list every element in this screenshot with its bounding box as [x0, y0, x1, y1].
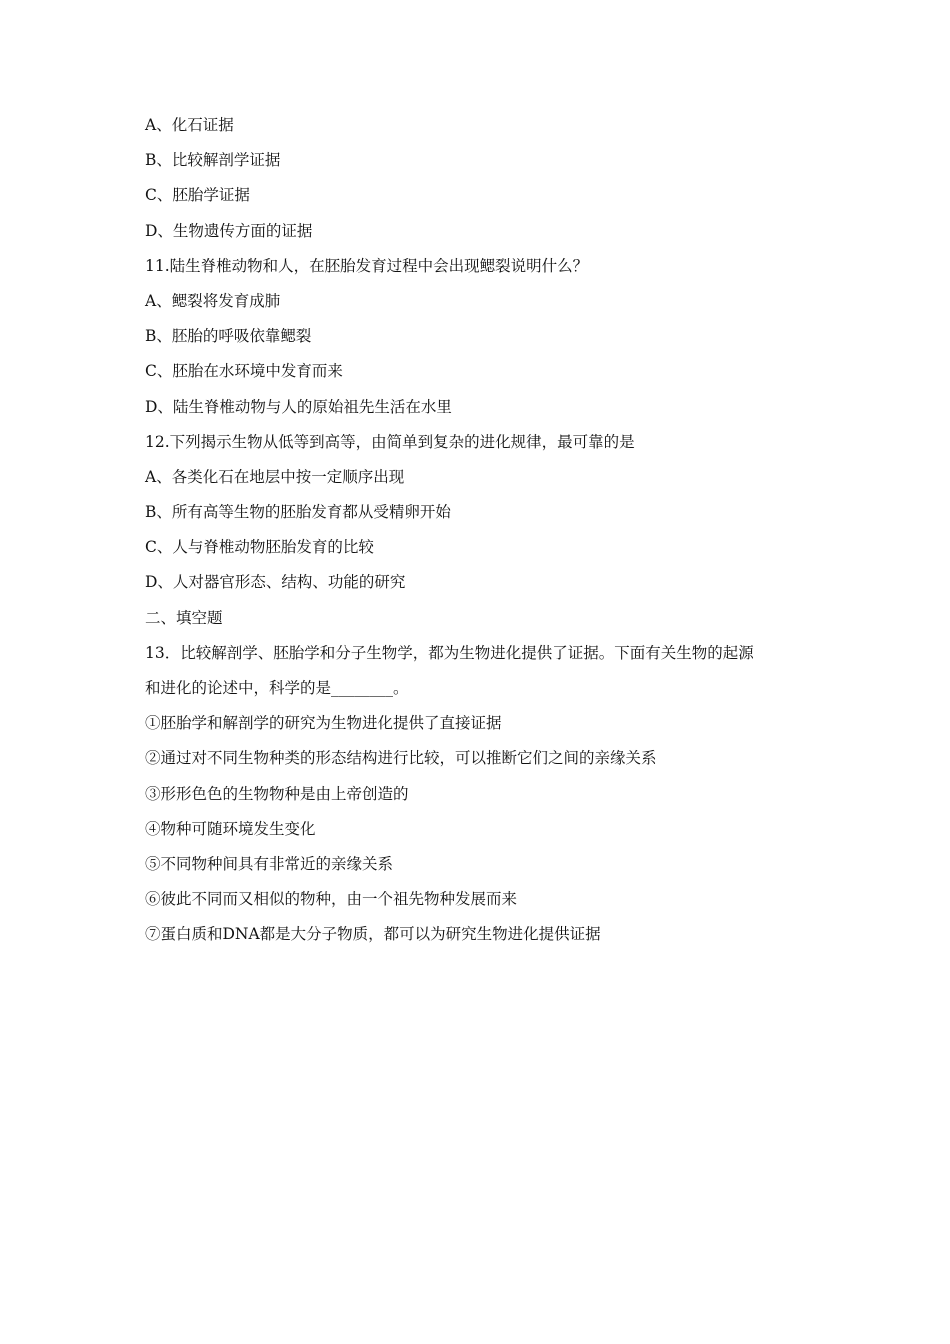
q13-statement-2: ②通过对不同生物种类的形态结构进行比较，可以推断它们之间的亲缘关系 [145, 749, 657, 768]
q11-option-b: B、胚胎的呼吸依靠鳃裂 [145, 327, 312, 346]
q13-statement-7: ⑦蛋白质和DNA都是大分子物质，都可以为研究生物进化提供证据 [145, 925, 601, 944]
q12-option-b: B、所有高等生物的胚胎发育都从受精卵开始 [145, 503, 451, 522]
q11-option-c: C、胚胎在水环境中发育而来 [145, 362, 343, 381]
section-heading-fill-in: 二、填空题 [145, 608, 223, 627]
q11-option-a: A、鳃裂将发育成肺 [145, 291, 281, 310]
q12-option-a: A、各类化石在地层中按一定顺序出现 [145, 467, 405, 486]
q13-statement-1: ①胚胎学和解剖学的研究为生物进化提供了直接证据 [145, 714, 502, 733]
q10-option-c: C、胚胎学证据 [145, 186, 250, 205]
q11-option-d: D、陆生脊椎动物与人的原始祖先生活在水里 [145, 397, 452, 416]
q13-statement-4: ④物种可随环境发生变化 [145, 819, 316, 838]
document-page [145, 115, 825, 960]
q12-option-c: C、人与脊椎动物胚胎发育的比较 [145, 538, 374, 557]
q13-statement-5: ⑤不同物种间具有非常近的亲缘关系 [145, 854, 394, 873]
q13-stem-line1: 13．比较解剖学、胚胎学和分子生物学，都为生物进化提供了证据。下面有关生物的起源 [145, 643, 754, 662]
q13-statement-3: ③形形色色的生物物种是由上帝创造的 [145, 784, 409, 803]
q13-statement-6: ⑥彼此不同而又相似的物种，由一个祖先物种发展而来 [145, 890, 518, 909]
q10-option-b: B、比较解剖学证据 [145, 151, 281, 170]
q10-option-d: D、生物遗传方面的证据 [145, 221, 313, 240]
q11-stem: 11.陆生脊椎动物和人，在胚胎发育过程中会出现鳃裂说明什么？ [145, 256, 589, 275]
q10-option-a: A、化石证据 [145, 116, 234, 134]
q13-stem-line2: 和进化的论述中，科学的是________。 [145, 679, 409, 697]
q12-option-d: D、人对器官形态、结构、功能的研究 [145, 573, 406, 592]
q12-stem: 12.下列揭示生物从低等到高等，由简单到复杂的进化规律，最可靠的是 [145, 432, 635, 451]
